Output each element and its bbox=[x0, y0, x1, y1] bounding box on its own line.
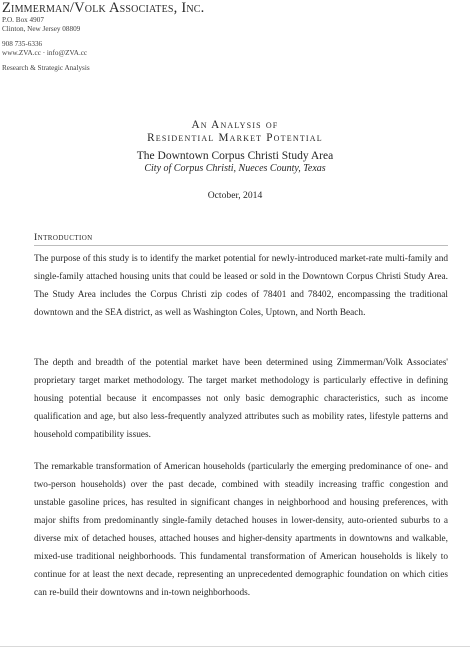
study-area-title: The Downtown Corpus Christi Study Area bbox=[136, 150, 334, 162]
report-title-line-1: An Analysis of bbox=[191, 119, 279, 131]
section-heading-introduction: Introduction bbox=[34, 232, 448, 246]
letterhead bbox=[2, 0, 462, 73]
po-box: P.O. Box 4907 bbox=[2, 16, 44, 24]
tagline: Research & Strategic Analysis bbox=[2, 64, 90, 72]
city-state: Clinton, New Jersey 08809 bbox=[2, 25, 81, 33]
paragraph-1: The purpose of this study is to identify the market potential for newly-introduced market-rate multi-family and single-family attached housing units that could be leased or sold in the Downtown Corpus Christi Study Area. The Study Area includes the Corpus Christi zip codes of 78401 and 78402, encompassing the traditional downtown and the SEA district, as well as Washington Coles, Uptown, and North Beach. bbox=[34, 254, 448, 318]
paragraph-3: The remarkable transformation of American households (particularly the emerging predominance of one- and two-person households) over the past decade, combined with steadily increasing traffic congestion and unstable gasoline prices, has resulted in significant changes in neighborhood and housing preferences, with major shifts from predominantly single-family detached houses in lower-density, auto-oriented suburbs to a diverse mix of detached houses, attached houses and higher-density apartments in downtowns and walkable, mixed-use traditional neighborhoods. This fundamental transformation of American households is likely to continue for at least the next decade, representing an unprecedented demographic foundation on which cities can re-build their downtowns and in-town neighborhoods. bbox=[34, 462, 448, 598]
title-block bbox=[0, 119, 470, 202]
location-subtitle: City of Corpus Christi, Nueces County, Texas bbox=[144, 163, 326, 174]
report-title-line-2: Residential Market Potential bbox=[147, 132, 323, 144]
paragraph-2: The depth and breadth of the potential market have been determined using Zimmerman/Volk Associates' proprietary target market methodology. The target market methodology is particularly effective in defining housing potential because it encompasses not only basic demographic characteristics, such as income qualification and age, but also less-frequently analyzed attributes such as mobility rates, lifestyle patterns and household compatibility issues. bbox=[34, 358, 448, 440]
report-date: October, 2014 bbox=[207, 190, 263, 201]
phone-number: 908 735-6336 bbox=[2, 40, 43, 48]
firm-name: Zimmerman/Volk Associates, Inc. bbox=[2, 0, 205, 16]
web-and-email: www.ZVA.cc · info@ZVA.cc bbox=[2, 49, 88, 57]
bottom-rule bbox=[0, 646, 470, 647]
